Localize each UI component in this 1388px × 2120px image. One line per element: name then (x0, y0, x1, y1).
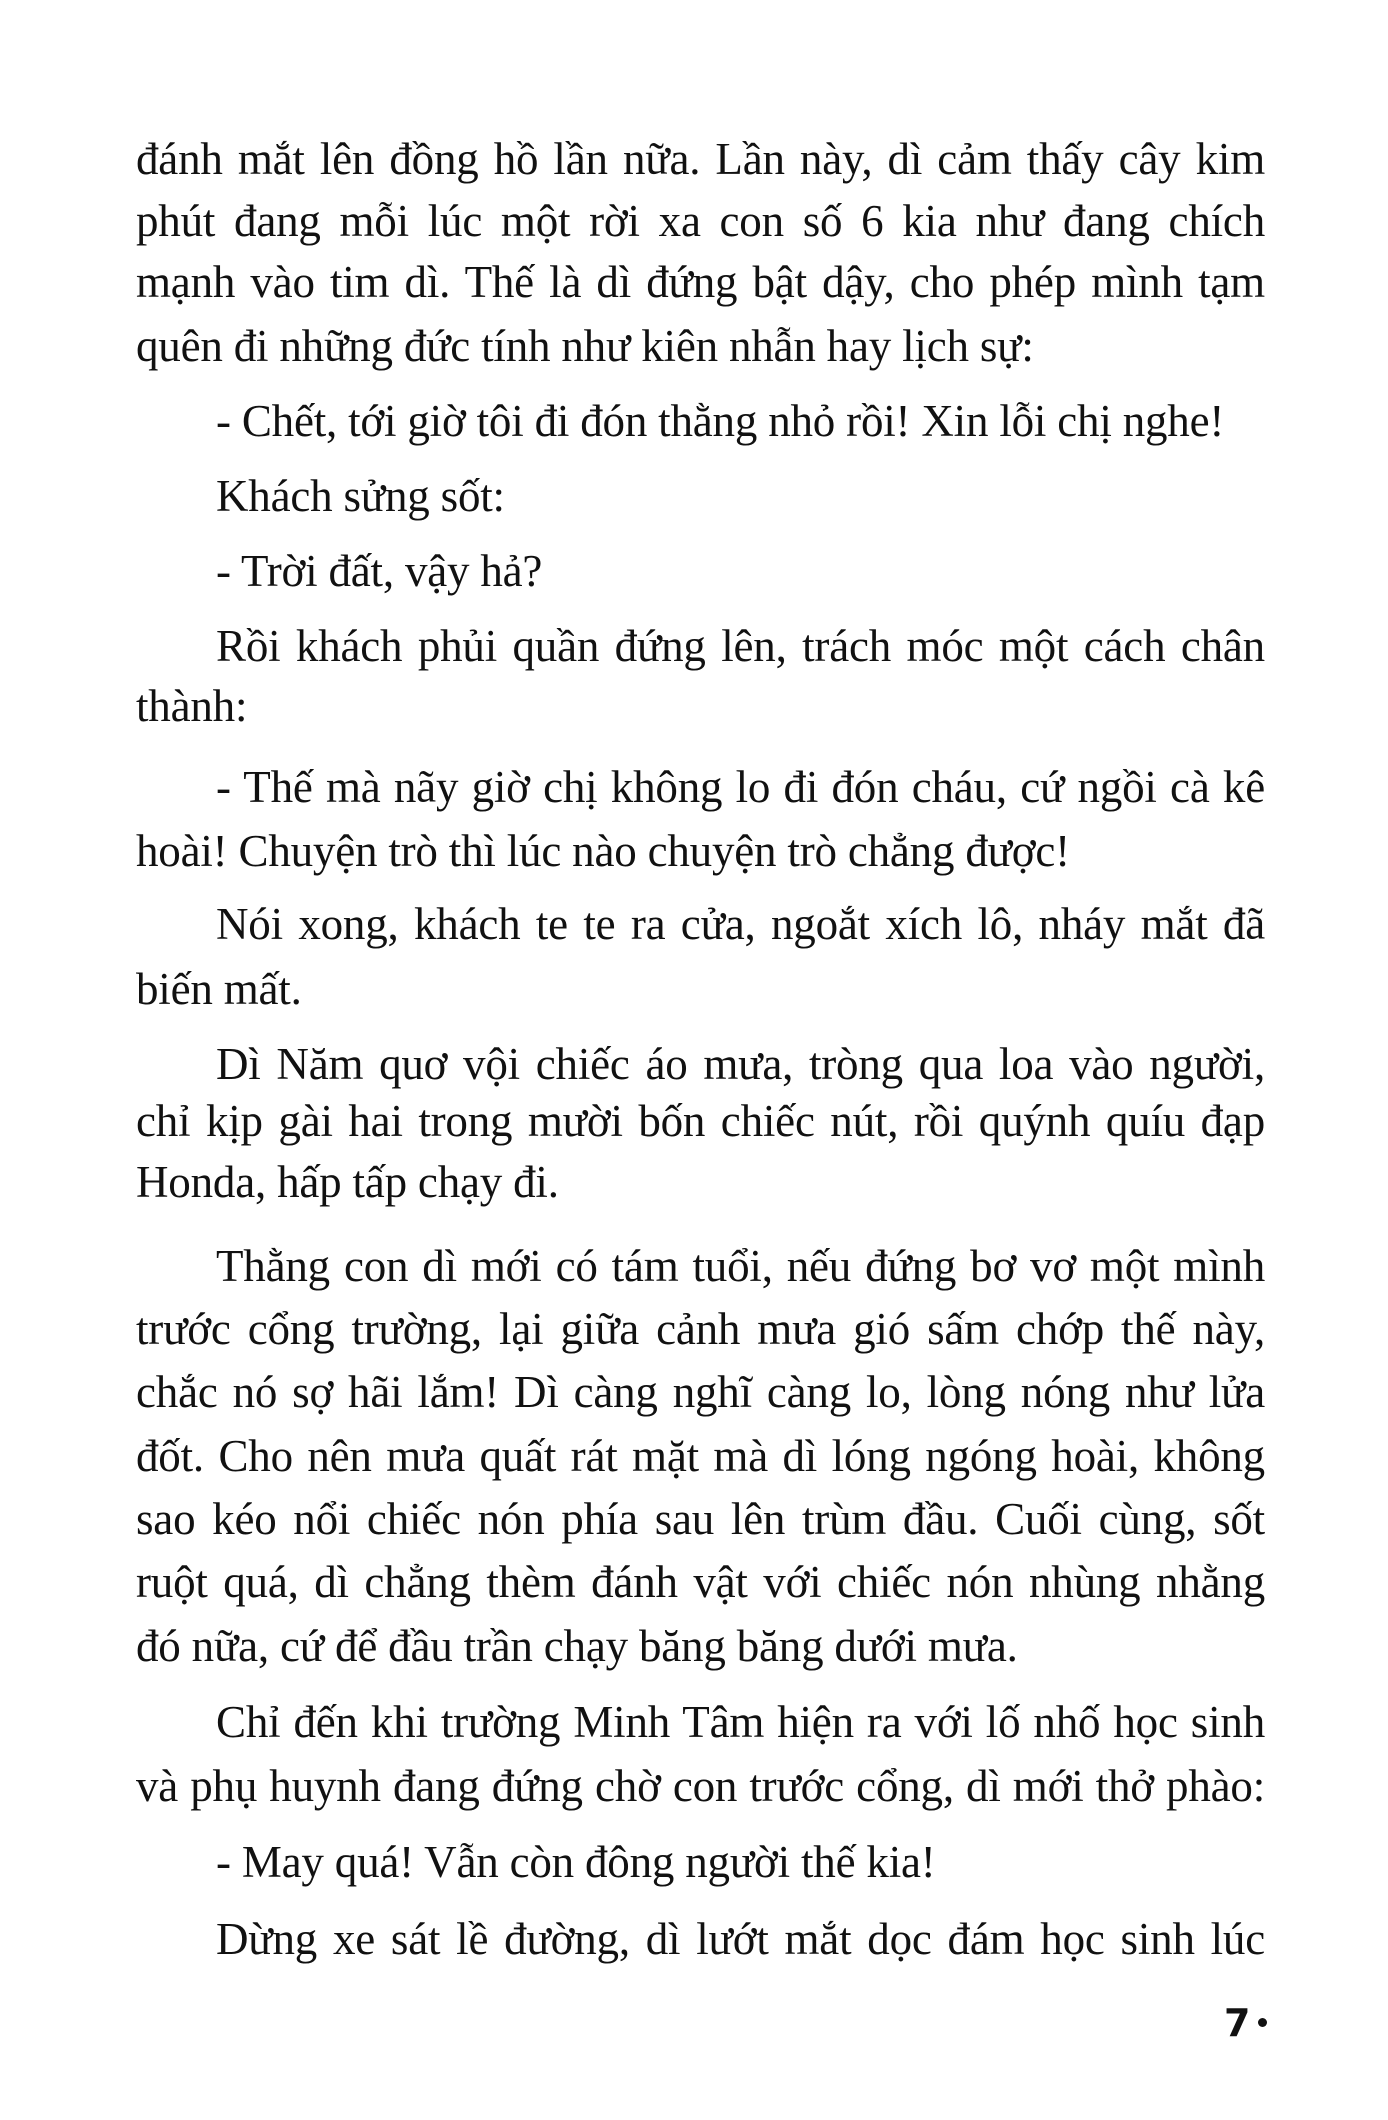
text-line: đánh mắt lên đồng hồ lần nữa. Lần này, dì cảm thấy cây kim (136, 134, 1265, 184)
dialogue-line: - May quá! Vẫn còn đông người thế kia! (216, 1837, 936, 1887)
text-line: Thằng con dì mới có tám tuổi, nếu đứng bơ vơ một mình (216, 1241, 1265, 1291)
text-line: và phụ huynh đang đứng chờ con trước cổng, dì mới thở phào: (136, 1761, 1265, 1811)
text-line: ruột quá, dì chẳng thèm đánh vật với chiếc nón nhùng nhằng (136, 1557, 1265, 1607)
text-line: phút đang mỗi lúc một rời xa con số 6 kia như đang chích (136, 196, 1265, 246)
text-line: quên đi những đức tính như kiên nhẫn hay lịch sự: (136, 321, 1034, 371)
text-line: mạnh vào tim dì. Thế là dì đứng bật dậy, cho phép mình tạm (136, 257, 1265, 307)
text-line: trước cổng trường, lại giữa cảnh mưa gió sấm chớp thế này, (136, 1304, 1265, 1354)
text-line: Nói xong, khách te te ra cửa, ngoắt xích lô, nháy mắt đã (216, 899, 1265, 949)
text-line: chắc nó sợ hãi lắm! Dì càng nghĩ càng lo, lòng nóng như lửa (136, 1367, 1265, 1417)
text-line: Dừng xe sát lề đường, dì lướt mắt dọc đám học sinh lúc (216, 1914, 1265, 1964)
text-line: chỉ kịp gài hai trong mười bốn chiếc nút, rồi quýnh quíu đạp (136, 1096, 1265, 1146)
text-line: Rồi khách phủi quần đứng lên, trách móc một cách chân (216, 621, 1265, 671)
dialogue-line: - Thế mà nãy giờ chị không lo đi đón cháu, cứ ngồi cà kê (216, 762, 1265, 812)
text-line: Honda, hấp tấp chạy đi. (136, 1157, 559, 1207)
text-line: Khách sửng sốt: (216, 471, 505, 521)
dialogue-line: - Trời đất, vậy hả? (216, 546, 543, 596)
text-line: thành: (136, 681, 248, 731)
bullet-dot-icon (1258, 2018, 1267, 2027)
text-line: Chỉ đến khi trường Minh Tâm hiện ra với lố nhố học sinh (216, 1697, 1265, 1747)
text-line: Dì Năm quơ vội chiếc áo mưa, tròng qua loa vào người, (216, 1039, 1265, 1089)
dialogue-line: - Chết, tới giờ tôi đi đón thằng nhỏ rồi! Xin lỗi chị nghe! (216, 396, 1225, 446)
text-line: đốt. Cho nên mưa quất rát mặt mà dì lóng ngóng hoài, không (136, 1431, 1265, 1481)
text-line: biến mất. (136, 964, 302, 1014)
page-number-value: 7 (1224, 2001, 1251, 2045)
text-line: sao kéo nổi chiếc nón phía sau lên trùm đầu. Cuối cùng, sốt (136, 1494, 1265, 1544)
text-line: đó nữa, cứ để đầu trần chạy băng băng dưới mưa. (136, 1621, 1018, 1671)
dialogue-line: hoài! Chuyện trò thì lúc nào chuyện trò chẳng được! (136, 826, 1070, 876)
page-number (1224, 2002, 1267, 2044)
